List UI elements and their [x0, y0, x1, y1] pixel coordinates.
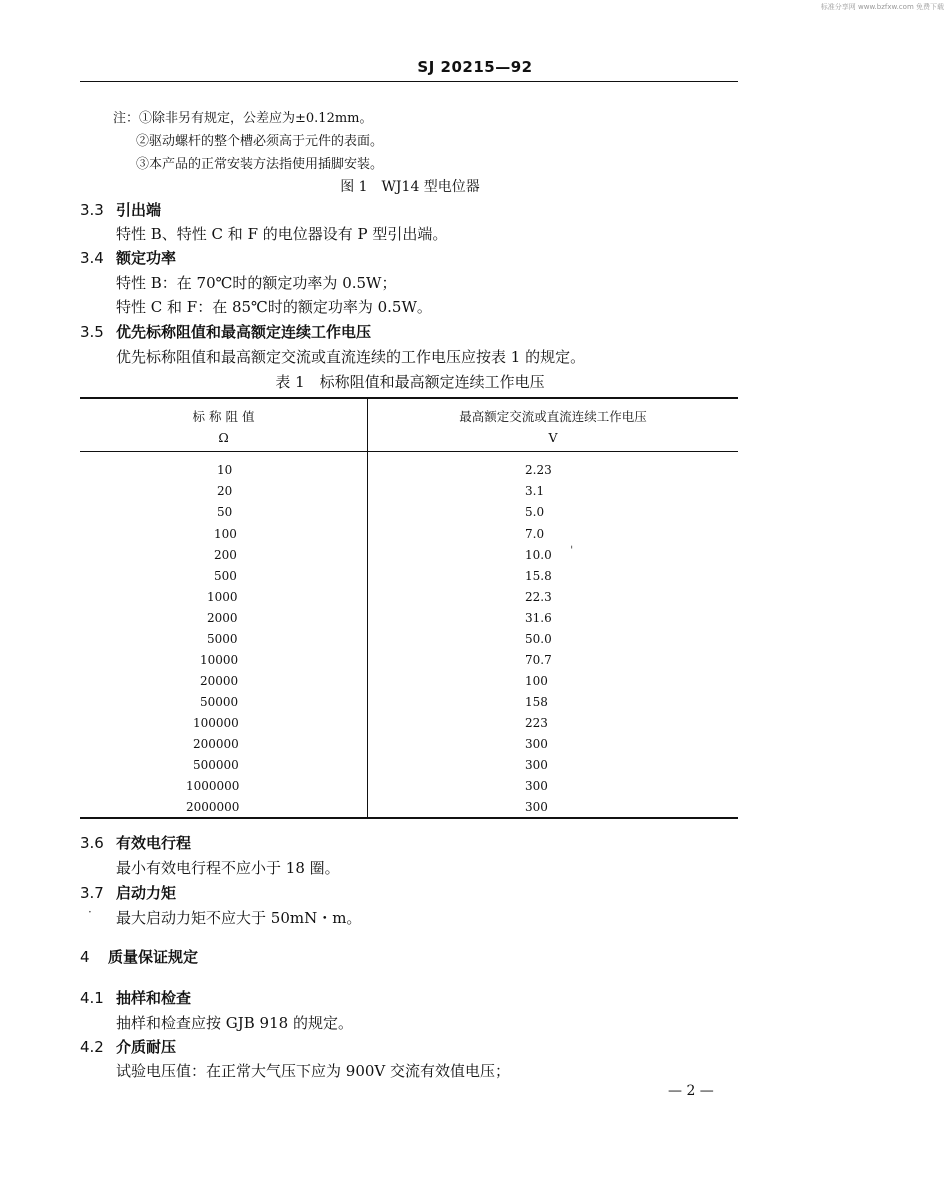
voltage-cell: 300 [525, 800, 548, 814]
section-title: 质量保证规定 [108, 948, 199, 966]
note-item-3: ③本产品的正常安装方法指使用插脚安装。 [136, 157, 384, 172]
section-number: 4.1 [80, 989, 104, 1007]
section-4-2-line-1: 试验电压值：在正常大气压下应为 900V 交流有效值电压； [116, 1062, 511, 1080]
section-title: 优先标称阻值和最高额定连续工作电压 [116, 323, 372, 341]
section-title: 启动力矩 [116, 884, 177, 902]
voltage-cell: 5.0 [525, 505, 545, 519]
section-3-7-line-1: 最大启动力矩不应大于 50mN・m。 [116, 909, 362, 927]
note-prefix: 注： [113, 111, 140, 126]
section-4-1-line-1: 抽样和检查应按 GJB 918 的规定。 [116, 1014, 353, 1032]
section-number: 3.3 [80, 201, 104, 219]
section-title: 引出端 [116, 201, 162, 219]
section-heading-3-6 [80, 832, 191, 853]
resistance-cell: 20 [217, 484, 233, 498]
figure-caption: 图 1 WJ14 型电位器 [340, 179, 480, 195]
section-3-4-line-2: 特性 C 和 F：在 85℃时的额定功率为 0.5W。 [116, 298, 432, 316]
section-number: 3.6 [80, 834, 104, 852]
table-header-rule [80, 451, 738, 452]
table-bottom-rule [80, 817, 738, 819]
section-title: 有效电行程 [116, 834, 192, 852]
header-rule [80, 81, 738, 82]
voltage-cell: 7.0 [525, 527, 545, 541]
table-top-rule [80, 397, 738, 399]
section-number: 3.4 [80, 249, 104, 267]
watermark-text: 标准分享网 www.bzfxw.com 免费下载 [820, 3, 944, 11]
section-number: 3.7 [80, 884, 104, 902]
page-number: — 2 — [668, 1083, 714, 1099]
voltage-cell: 31.6 [525, 611, 552, 625]
voltage-cell: 100 [525, 674, 548, 688]
voltage-cell: 300 [525, 737, 548, 751]
section-heading-3-5 [80, 321, 371, 342]
table-header-voltage-unit: V [548, 430, 558, 445]
section-heading-3-4 [80, 247, 176, 268]
note-item-1: ①除非另有规定，公差应为±0.12mm。 [139, 111, 373, 126]
scan-speck: · [88, 905, 92, 919]
voltage-cell: 300 [525, 758, 548, 772]
voltage-cell: 300 [525, 779, 548, 793]
resistance-cell: 200000 [193, 737, 239, 751]
section-heading-4-1 [80, 987, 191, 1008]
resistance-cell: 100 [214, 527, 237, 541]
section-3-3-line-1: 特性 B、特性 C 和 F 的电位器设有 P 型引出端。 [116, 225, 448, 243]
section-number: 4 [80, 948, 90, 966]
table-header-resistance: 标 称 阻 值 [192, 409, 255, 424]
note-line-1 [113, 107, 373, 126]
resistance-cell: 50 [217, 505, 233, 519]
resistance-cell: 500 [214, 569, 237, 583]
resistance-cell: 20000 [200, 674, 239, 688]
section-number: 3.5 [80, 323, 104, 341]
resistance-cell: 2000000 [186, 800, 240, 814]
voltage-cell: 15.8 [525, 569, 552, 583]
table-column-divider [367, 398, 368, 817]
resistance-cell: 2000 [207, 611, 238, 625]
section-heading-3-7 [80, 882, 176, 903]
section-3-4-line-1: 特性 B：在 70℃时的额定功率为 0.5W； [116, 274, 397, 292]
voltage-cell: 223 [525, 716, 548, 730]
doc-code-header: SJ 20215—92 [417, 58, 533, 76]
resistance-cell: 5000 [207, 632, 238, 646]
resistance-cell: 50000 [200, 695, 239, 709]
resistance-cell: 500000 [193, 758, 239, 772]
voltage-cell: 22.3 [525, 590, 552, 604]
resistance-cell: 1000000 [186, 779, 240, 793]
voltage-cell: 10.0 [525, 548, 552, 562]
section-3-6-line-1: 最小有效电行程不应小于 18 圈。 [116, 859, 340, 877]
section-title: 抽样和检查 [116, 989, 192, 1007]
voltage-cell: 70.7 [525, 653, 552, 667]
section-heading-3-3 [80, 199, 161, 220]
table-header-voltage: 最高额定交流或直流连续工作电压 [459, 409, 647, 424]
section-number: 4.2 [80, 1038, 104, 1056]
section-title: 额定功率 [116, 249, 177, 267]
resistance-cell: 1000 [207, 590, 238, 604]
voltage-cell: 3.1 [525, 484, 545, 498]
section-3-5-line-1: 优先标称阻值和最高额定交流或直流连续的工作电压应按表 1 的规定。 [116, 348, 586, 366]
section-heading-4 [80, 946, 198, 967]
voltage-cell: 2.23 [525, 463, 552, 477]
resistance-cell: 200 [214, 548, 237, 562]
table-header-resistance-unit: Ω [218, 430, 229, 445]
scan-speck: ˈ [570, 544, 574, 558]
note-item-2: ②驱动螺杆的整个槽必须高于元件的表面。 [136, 134, 384, 149]
section-title: 介质耐压 [116, 1038, 177, 1056]
voltage-cell: 158 [525, 695, 548, 709]
section-heading-4-2 [80, 1036, 176, 1057]
voltage-cell: 50.0 [525, 632, 552, 646]
resistance-cell: 100000 [193, 716, 239, 730]
table-caption: 表 1 标称阻值和最高额定连续工作电压 [275, 373, 545, 391]
resistance-cell: 10000 [200, 653, 239, 667]
resistance-cell: 10 [217, 463, 233, 477]
